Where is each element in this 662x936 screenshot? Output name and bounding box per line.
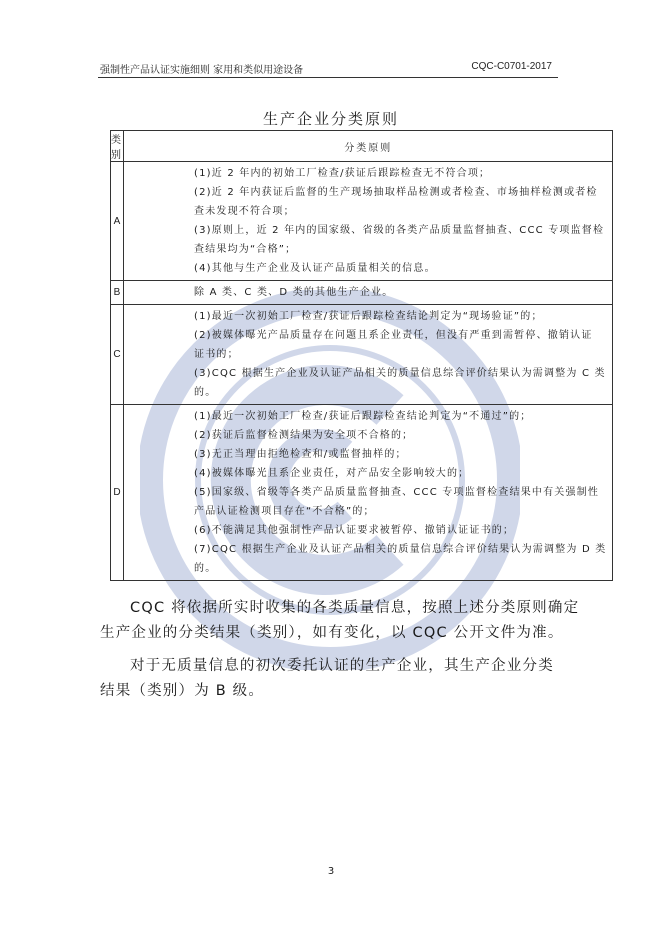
- principle-line: 的。: [194, 387, 217, 398]
- principle-line: (1)近 2 年内的初始工厂检查/获证后跟踪检查无不符合项；: [194, 168, 491, 179]
- principle-line: (2)被媒体曝光产品质量存在问题且系企业责任，但没有严重到需暂停、撤销认证: [194, 330, 593, 341]
- paragraph-line: 结果（类别）为 B 级。: [100, 683, 265, 699]
- principle-line: 的。: [194, 563, 217, 574]
- principle-line: (7)CQC 根据生产企业及认证产品相关的质量信息综合评价结果认为需调整为 D 类: [194, 544, 607, 555]
- principle-line: 除 A 类、C 类、D 类的其他生产企业。: [194, 287, 394, 298]
- principle-line: (4)被媒体曝光且系企业责任，对产品安全影响较大的；: [194, 468, 470, 479]
- principle-line: (3)原则上，近 2 年内的国家级、省级的各类产品质量监督抽查、CCC 专项监督检: [194, 225, 605, 236]
- principle-line: (1)最近一次初始工厂检查/获证后跟踪检查结论判定为“现场验证”的；: [194, 311, 543, 322]
- category-cell: C: [111, 305, 124, 405]
- header-document-title: 强制性产品认证实施细则 家用和类似用途设备: [100, 65, 304, 76]
- table-title: 生产企业分类原则: [262, 110, 399, 128]
- header-divider: [98, 77, 558, 78]
- principle-cell: [124, 162, 613, 281]
- paragraph-line: CQC 将依据所实时收集的各类质量信息，按照上述分类原则确定: [130, 600, 580, 616]
- principle-cell: [124, 281, 613, 305]
- table-header-row: [111, 131, 613, 162]
- principle-line: 查结果均为“合格”；: [194, 244, 297, 255]
- table-row-d: [111, 405, 613, 581]
- classification-table: [110, 130, 613, 581]
- principle-line: (5)国家级、省级等各类产品质量监督抽查、CCC 专项监督检查结果中有关强制性: [194, 487, 600, 498]
- body-paragraph-default-grade: [100, 654, 570, 704]
- principle-line: (4)其他与生产企业及认证产品质量相关的信息。: [194, 263, 436, 274]
- paragraph-line: 对于无质量信息的初次委托认证的生产企业，其生产企业分类: [130, 658, 554, 674]
- column-header-category: 类别: [111, 131, 124, 162]
- principle-line: (3)无正当理由拒绝检查和/或监督抽样的；: [194, 449, 407, 460]
- category-cell: B: [111, 281, 124, 305]
- paragraph-line: 生产企业的分类结果（类别），如有变化，以 CQC 公开文件为准。: [100, 625, 564, 641]
- principle-line: (1)最近一次初始工厂检查/获证后跟踪检查结论判定为“不通过”的；: [194, 411, 532, 422]
- principle-line: 查未发现不符合项；: [194, 206, 295, 217]
- principle-line: (2)获证后监督检测结果为安全项不合格的；: [194, 430, 414, 441]
- header-document-code: CQC-C0701-2017: [471, 61, 552, 72]
- principle-cell: [124, 305, 613, 405]
- principle-line: 产品认证检测项目存在“不合格”的；: [194, 506, 375, 517]
- table-row-c: [111, 305, 613, 405]
- column-header-principle: 分类原则: [124, 131, 613, 162]
- principle-line: (6)不能满足其他强制性产品认证要求被暂停、撤销认证证书的；: [194, 525, 515, 536]
- body-paragraph-cqc-results: [100, 596, 580, 646]
- table-row-b: [111, 281, 613, 305]
- table-row-a: [111, 162, 613, 281]
- principle-line: (2)近 2 年内获证后监督的生产现场抽取样品检测或者检查、市场抽样检测或者检: [194, 187, 598, 198]
- category-cell: D: [111, 405, 124, 581]
- page-number: 3: [327, 866, 335, 877]
- principle-line: (3)CQC 根据生产企业及认证产品相关的质量信息综合评价结果认为需调整为 C 类: [194, 368, 606, 379]
- category-cell: A: [111, 162, 124, 281]
- principle-line: 证书的；: [194, 349, 239, 360]
- principle-cell: [124, 405, 613, 581]
